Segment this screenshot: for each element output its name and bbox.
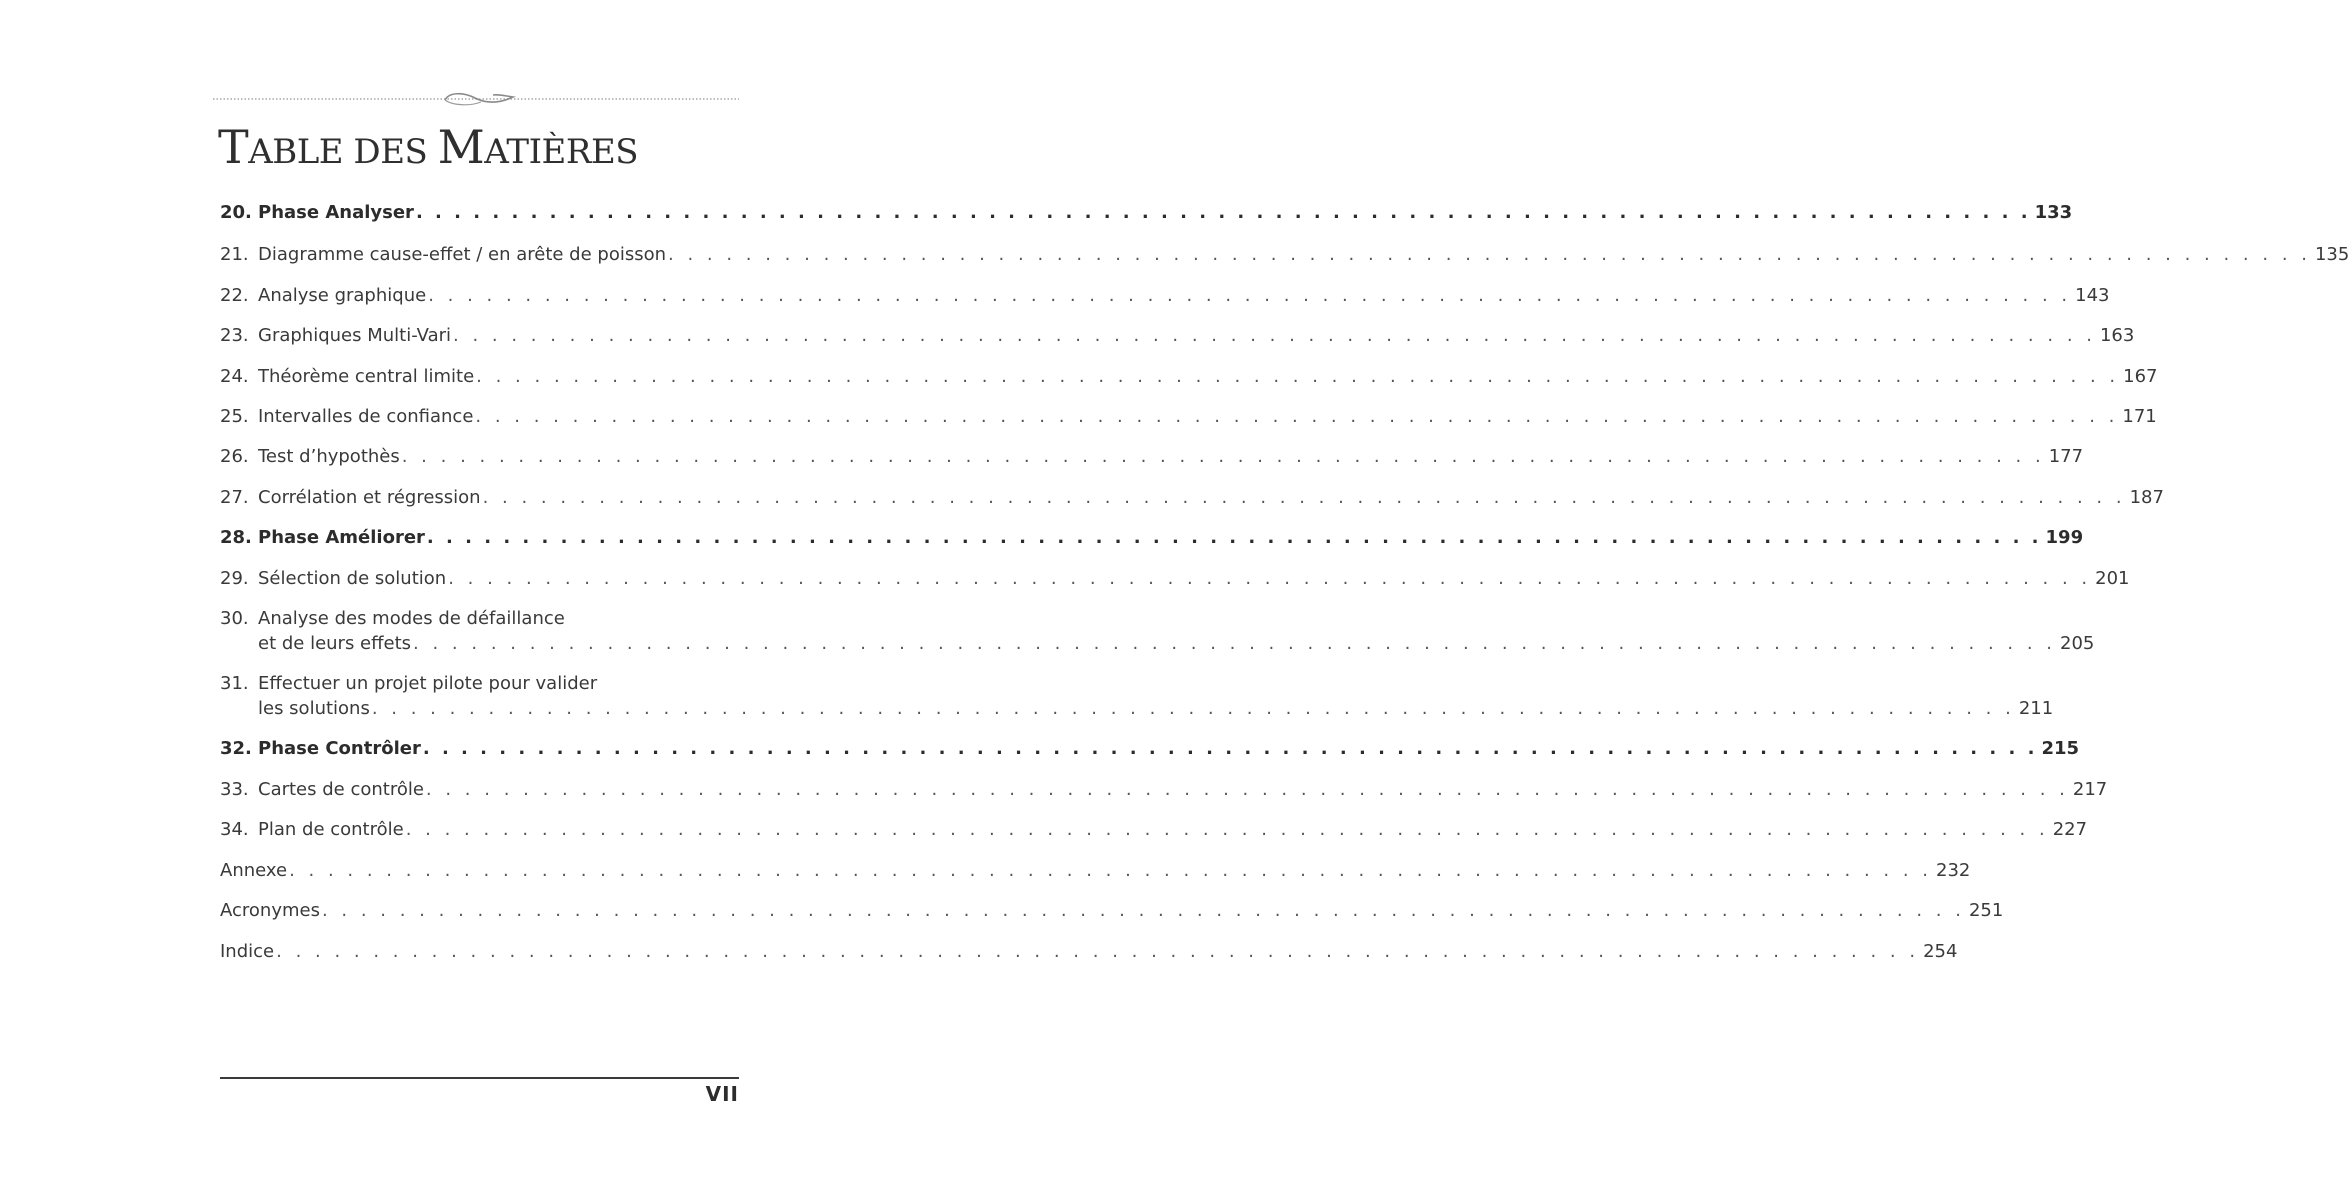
entry-number: 20. — [220, 202, 252, 223]
dot-leader: . . . . . . . . . . . . . . . . . . . . . . . . . . . . . . . . . . . . . . . . . . . . . . . . . . . . . . . . . . . . . . . . . . . . . . . . . . . . . . . . . . . . . — [415, 202, 2031, 223]
footer-divider — [220, 1077, 739, 1079]
entry-page: 215 — [2041, 738, 2080, 759]
entry-page: 167 — [2123, 366, 2158, 387]
dot-leader: . . . . . . . . . . . . . . . . . . . . . . . . . . . . . . . . . . . . . . . . . . . . . . . . . . . . . . . . . . . . . . . . . . . . . . . . . . . . . . . . . . . . . — [475, 406, 2119, 427]
toc-entry-acronymes[interactable] — [220, 899, 2004, 923]
entry-number: 34. — [220, 819, 249, 840]
dot-leader: . . . . . . . . . . . . . . . . . . . . . . . . . . . . . . . . . . . . . . . . . . . . . . . . . . . . . . . . . . . . . . . . . . . . . . . . . . . . . . . . . . . . . — [425, 779, 2069, 800]
dot-leader: . . . . . . . . . . . . . . . . . . . . . . . . . . . . . . . . . . . . . . . . . . . . . . . . . . . . . . . . . . . . . . . . . . . . . . . . . . . . . . . . . . . . . — [482, 487, 2126, 508]
entry-page: 254 — [1923, 941, 1958, 962]
dot-leader: . . . . . . . . . . . . . . . . . . . . . . . . . . . . . . . . . . . . . . . . . . . . . . . . . . . . . . . . . . . . . . . . . . . . . . . . . . . . . . . . . . . . . — [321, 900, 1965, 921]
dot-leader: . . . . . . . . . . . . . . . . . . . . . . . . . . . . . . . . . . . . . . . . . . . . . . . . . . . . . . . . . . . . . . . . . . . . . . . . . . . . . . . . . . . . . — [276, 941, 1920, 962]
table-of-contents — [220, 0, 2349, 1000]
dot-leader: . . . . . . . . . . . . . . . . . . . . . . . . . . . . . . . . . . . . . . . . . . . . . . . . . . . . . . . . . . . . . . . . . . . . . . . . . . . . . . . . . . . . . — [401, 446, 2045, 467]
entry-label: Test d’hypothès — [258, 446, 400, 467]
toc-entry-22[interactable] — [220, 284, 2110, 308]
entry-number: 23. — [220, 325, 249, 346]
title-second-letter: M — [437, 120, 485, 174]
dot-leader: . . . . . . . . . . . . . . . . . . . . . . . . . . . . . . . . . . . . . . . . . . . . . . . . . . . . . . . . . . . . . . . . . . . . . . . . . . . . . . . . . . . . . — [426, 527, 2042, 548]
toc-entry-32[interactable] — [220, 737, 2080, 761]
dot-leader: . . . . . . . . . . . . . . . . . . . . . . . . . . . . . . . . . . . . . . . . . . . . . . . . . . . . . . . . . . . . . . . . . . . . . . . . . . . . . . . . . . . . . — [413, 633, 2057, 654]
entry-page: 177 — [2048, 446, 2084, 467]
toc-entry-21[interactable] — [220, 243, 2349, 267]
entry-label: Acronymes — [220, 900, 320, 921]
toc-entry-25[interactable] — [220, 405, 2157, 429]
entry-page: 163 — [2099, 325, 2135, 346]
dot-leader: . . . . . . . . . . . . . . . . . . . . . . . . . . . . . . . . . . . . . . . . . . . . . . . . . . . . . . . . . . . . . . . . . . . . . . . . . . . . . . . . . . . . . — [668, 244, 2311, 265]
entry-number: 29. — [220, 568, 249, 589]
entry-label: Corrélation et régression — [258, 487, 481, 508]
toc-entry-20[interactable] — [220, 201, 2073, 225]
entry-label: et de leurs effets — [258, 633, 412, 654]
entry-number: 21. — [220, 244, 249, 265]
entry-number: 24. — [220, 366, 249, 387]
entry-page: 135 — [2314, 244, 2349, 265]
entry-label: Cartes de contrôle — [258, 779, 424, 800]
toc-entry-34[interactable] — [220, 818, 2088, 842]
toc-entry-annexe[interactable] — [220, 859, 1971, 883]
title-first-letter: T — [218, 120, 249, 174]
entry-page: 217 — [2072, 779, 2108, 800]
dot-leader: . . . . . . . . . . . . . . . . . . . . . . . . . . . . . . . . . . . . . . . . . . . . . . . . . . . . . . . . . . . . . . . . . . . . . . . . . . . . . . . . . . . . . — [405, 819, 2049, 840]
entry-number: 25. — [220, 406, 249, 427]
entry-number: 32. — [220, 738, 252, 759]
entry-label: Graphiques Multi-Vari — [258, 325, 452, 346]
toc-entry-26[interactable] — [220, 445, 2084, 469]
toc-entry-31[interactable] — [220, 672, 2054, 721]
entry-number: 33. — [220, 779, 249, 800]
toc-entry-29[interactable] — [220, 567, 2130, 591]
entry-label: Annexe — [220, 860, 288, 881]
entry-number: 31. — [220, 673, 249, 694]
entry-page: 232 — [1936, 860, 1971, 881]
entry-label-line-1: Effectuer un projet pilote pour valider — [258, 673, 598, 694]
dot-leader: . . . . . . . . . . . . . . . . . . . . . . . . . . . . . . . . . . . . . . . . . . . . . . . . . . . . . . . . . . . . . . . . . . . . . . . . . . . . . . . . . . . . . — [289, 860, 1933, 881]
toc-entry-28[interactable] — [220, 526, 2084, 550]
dot-leader: . . . . . . . . . . . . . . . . . . . . . . . . . . . . . . . . . . . . . . . . . . . . . . . . . . . . . . . . . . . . . . . . . . . . . . . . . . . . . . . . . . . . . — [448, 568, 2092, 589]
entry-number: 26. — [220, 446, 249, 467]
entry-label: Indice — [220, 941, 275, 962]
entry-page: 201 — [2095, 568, 2130, 589]
dot-leader: . . . . . . . . . . . . . . . . . . . . . . . . . . . . . . . . . . . . . . . . . . . . . . . . . . . . . . . . . . . . . . . . . . . . . . . . . . . . . . . . . . . . . — [476, 366, 2120, 387]
entry-label: Diagramme cause-effet / en arête de poisson — [258, 244, 667, 265]
entry-page: 143 — [2075, 285, 2110, 306]
entry-page: 211 — [2018, 698, 2054, 719]
title-rest-2: ATIÈRES — [484, 132, 639, 172]
entry-page: 205 — [2060, 633, 2095, 654]
toc-entry-indice[interactable] — [220, 940, 1958, 964]
entry-label: Sélection de solution — [258, 568, 447, 589]
title-rest-1: ABLE DES — [248, 132, 438, 172]
entry-label: Phase Analyser — [258, 202, 414, 223]
entry-label: Plan de contrôle — [258, 819, 404, 840]
dot-leader: . . . . . . . . . . . . . . . . . . . . . . . . . . . . . . . . . . . . . . . . . . . . . . . . . . . . . . . . . . . . . . . . . . . . . . . . . . . . . . . . . . . . . — [422, 738, 2038, 759]
entry-label: Phase Améliorer — [258, 527, 425, 548]
toc-entry-30[interactable] — [220, 607, 2095, 656]
toc-entry-24[interactable] — [220, 365, 2158, 389]
toc-entry-33[interactable] — [220, 778, 2108, 802]
entry-page: 199 — [2045, 527, 2084, 548]
entry-label: Intervalles de confiance — [258, 406, 474, 427]
page-number: VII — [705, 1082, 739, 1106]
entry-number: 22. — [220, 285, 249, 306]
entry-page: 251 — [1968, 900, 2004, 921]
entry-label: Théorème central limite — [258, 366, 475, 387]
dot-leader: . . . . . . . . . . . . . . . . . . . . . . . . . . . . . . . . . . . . . . . . . . . . . . . . . . . . . . . . . . . . . . . . . . . . . . . . . . . . . . . . . . . . . — [453, 325, 2096, 346]
toc-entry-23[interactable] — [220, 324, 2135, 348]
entry-label: les solutions — [258, 698, 370, 719]
entry-page: 227 — [2052, 819, 2088, 840]
dot-leader: . . . . . . . . . . . . . . . . . . . . . . . . . . . . . . . . . . . . . . . . . . . . . . . . . . . . . . . . . . . . . . . . . . . . . . . . . . . . . . . . . . . . . — [371, 698, 2015, 719]
entry-page: 187 — [2129, 487, 2164, 508]
entry-label-line-1: Analyse des modes de défaillance — [258, 608, 565, 629]
entry-number: 27. — [220, 487, 249, 508]
entry-number: 28. — [220, 527, 252, 548]
entry-label: Analyse graphique — [258, 285, 427, 306]
toc-entry-27[interactable] — [220, 486, 2164, 510]
entry-page: 171 — [2122, 406, 2157, 427]
entry-label: Phase Contrôler — [258, 738, 421, 759]
dot-leader: . . . . . . . . . . . . . . . . . . . . . . . . . . . . . . . . . . . . . . . . . . . . . . . . . . . . . . . . . . . . . . . . . . . . . . . . . . . . . . . . . . . . . — [428, 285, 2072, 306]
entry-number: 30. — [220, 608, 249, 629]
entry-page: 133 — [2034, 202, 2073, 223]
